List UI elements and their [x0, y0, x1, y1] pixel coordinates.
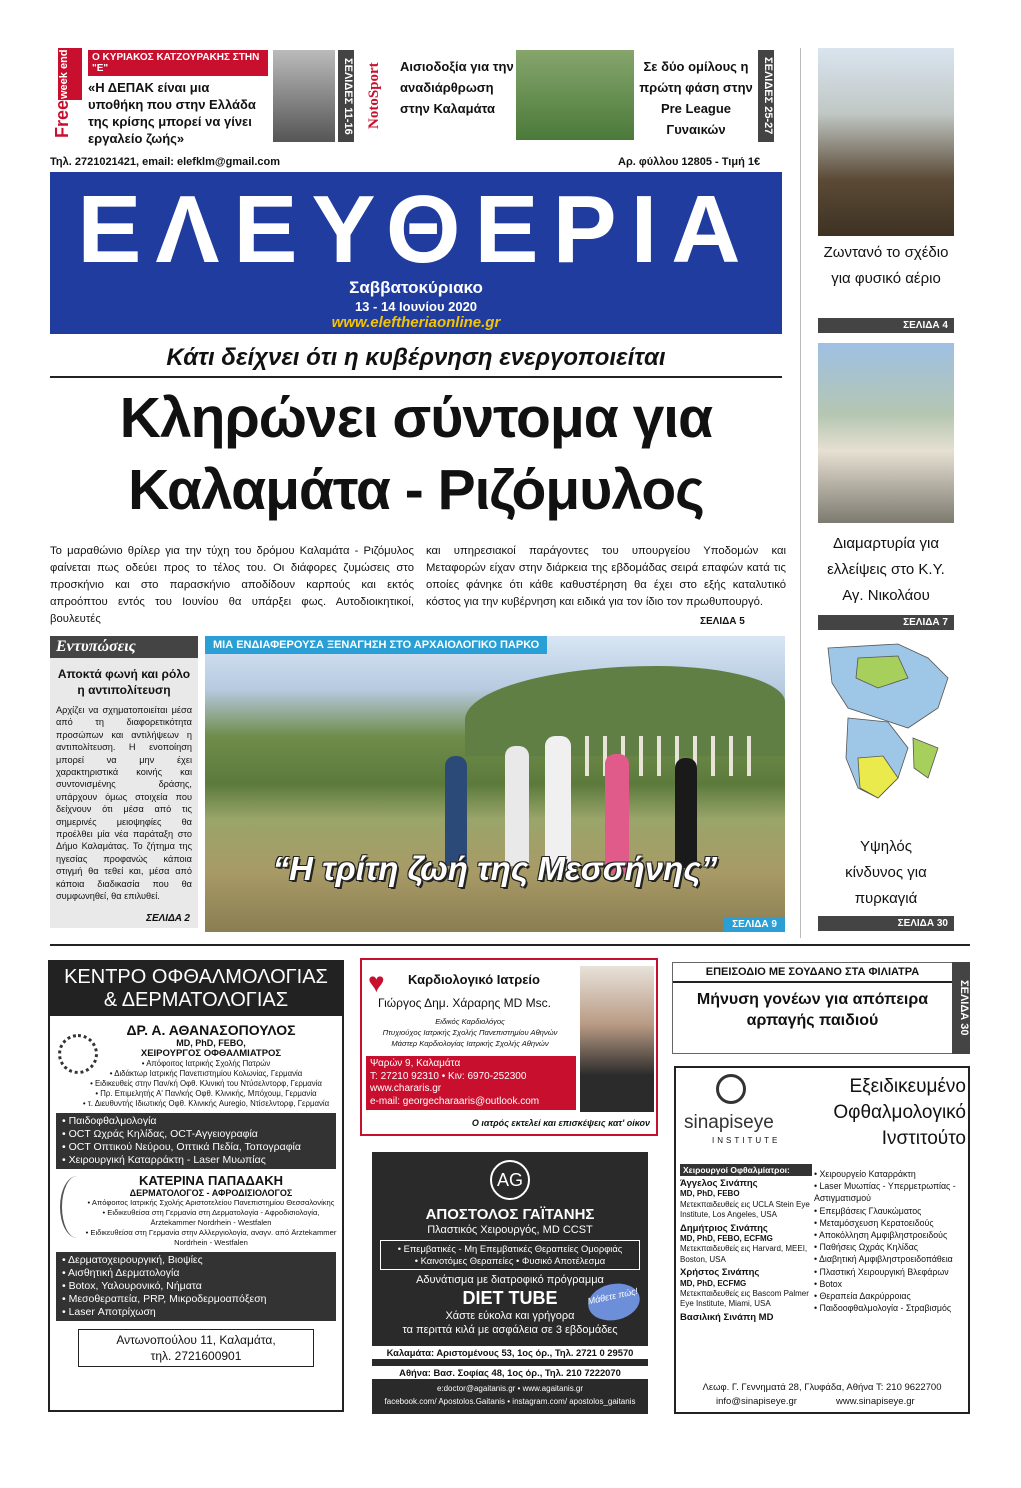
ad-plastic[interactable] [372, 1152, 648, 1414]
lead-headline[interactable] [44, 382, 788, 526]
ad-card-doctor: Γιώργος Δημ. Χάραρης MD Msc. [378, 996, 552, 1010]
website-link[interactable]: www.eleftheriaonline.gr [331, 314, 501, 331]
service-item: • Laser Μυωπίας - Υπερμετρωπίας - Αστιγματισμού [814, 1181, 956, 1204]
bio-line: • Πρ. Επιμελητής Α' Παν/κής Οφθ. Κλινικής, Μπόχουμ, Γερμανία [95, 1089, 317, 1098]
feature-headline[interactable]: “Η τρίτη ζωή της Μεσσήνης” [272, 850, 718, 887]
news-box-filiatra[interactable] [672, 962, 952, 1054]
news-headline: Μήνυση γονέων για απόπειρα αρπαγής παιδιού [696, 991, 929, 1029]
column-page: ΣΕΛΙΔΑ 2 [146, 913, 190, 924]
sinapis-logo: sinapiseye [684, 1112, 774, 1133]
column-box [50, 636, 198, 928]
lead-page: ΣΕΛΙΔΑ 5 [700, 616, 745, 627]
bio-line: • Διδάκτωρ Ιατρικής Πανεπιστημίου Κολωνίας, Γερμανία [109, 1069, 303, 1078]
ad-plastic-diet-title: DIET TUBE [462, 1288, 558, 1308]
sidebar-page-fire: ΣΕΛΙΔΑ 30 [818, 916, 954, 931]
sports-pages: ΣΕΛΙΔΕΣ 25-27 [758, 50, 774, 142]
lead-headline-line1: Κληρώνει σύντομα για [119, 386, 713, 450]
ad-plastic-kalamata: Καλαμάτα: Αριστομένους 53, 1ος όρ., Τηλ. 2721 0 29570 [372, 1346, 648, 1359]
ad-card-web[interactable]: www.chararis.gr [370, 1083, 442, 1094]
lead-text-col1: Το μαραθώνιο θρίλερ για την τύχη του δρόμου Καλαμάτα - Ριζόμυλος φαίνεται πως οδεύει προς το τέλος του. Οι διάφορες ζυμώσεις στο προσκήνιο και στο παρασκήνιο αποδίδουν καρπούς και εκτός απροόπτου εντός του Ιουνίου θα υπάρξει φως. Αυτοδιοικητικοί, βουλευτές [50, 545, 414, 625]
notosport-logo: NotoSport [366, 62, 382, 130]
ad-card-address: Ψαρών 9, Καλαμάτα [370, 1058, 461, 1069]
sidebar-page-health: ΣΕΛΙΔΑ 7 [818, 615, 954, 630]
service-item: • Δερματοχειρουργική, Βιοψίες [62, 1254, 203, 1266]
weekend-badge: week end [58, 48, 82, 100]
column-body: Αρχίζει να σχηματοποιείται μέσα από τη διαφορετικότητα προσώπων και αντιλήψεων η αντιπολίτευση. Η ενοποίηση μπορεί να μην έχει χαρακτηριστικά κοινής και συντονισμένης δράσης, υπάρχουν όμως στοιχεία που δείχνουν ότι μέσα από τις σημερινές μειοψηφίες θα προέλθει μία νέα παράταξη στο Δήμο Καλαμάτας. Το ζήτημα της ηγεσίας προφανώς κάποια στιγμή θα τεθεί και, μέσα από κάποια διαδικασία που θα συμφωνηθεί, θα επιλυθεί. [56, 705, 192, 902]
surgeon-name: Βασιλική Σινάπη MD [680, 1311, 774, 1323]
faces-icon [60, 1176, 94, 1238]
feature-page: ΣΕΛΙΔΑ 9 [724, 917, 785, 932]
ad-oph-services1 [56, 1113, 336, 1169]
sinapis-services [814, 1168, 968, 1314]
ad-oph-address-box [78, 1329, 314, 1367]
surgeon-name: Δημήτριος Σινάπης [680, 1222, 768, 1234]
surgeon-info: Μετεκπαιδευθείς εις UCLA Stein Eye Institute, Los Angeles, USA [680, 1199, 810, 1220]
football-photo [516, 50, 634, 140]
ag-logo-icon: AG [490, 1160, 530, 1200]
sidebar-divider [800, 48, 801, 938]
teaser-pages: ΣΕΛΙΔΕΣ 11-16 [338, 50, 354, 142]
ad-oph-doctor2: ΚΑΤΕΡΙΝΑ ΠΑΠΑΔΑΚΗ [138, 1173, 284, 1188]
surgeon [680, 1224, 812, 1266]
teaser-kicker: Ο ΚΥΡΙΑΚΟΣ ΚΑΤΖΟΥΡΑΚΗΣ ΣΤΗΝ "Ε" [88, 50, 268, 76]
bio-line: • Ειδικευθείσα στη Γερμανία στη Δερματολογία - Αφροδισιολογία, Ärztekammer Nordrhein - Westfalen [102, 1208, 320, 1227]
service-item: • Μεταμόσχευση Κερατοειδούς [814, 1217, 934, 1228]
cred-line: Ειδικός Καρδιολόγος [435, 1017, 505, 1026]
service-item: • Πλαστική Χειρουργική Βλεφάρων [814, 1266, 949, 1277]
surgeon-name: Χρήστος Σινάπης [680, 1267, 760, 1279]
pipeline-photo [818, 48, 954, 236]
sinapis-address: Λεωφ. Γ. Γεννηματά 28, Γλυφάδα, Αθήνα Τ: 210 9622700 [702, 1382, 942, 1393]
sinapis-email[interactable]: info@sinapiseye.gr [716, 1396, 797, 1407]
service-item: • Χειρουργείο Καταρράκτη [814, 1169, 916, 1179]
doctor-photo [580, 966, 654, 1112]
ad-plastic-services [380, 1240, 640, 1270]
service-item: • Χειρουργική Καταρράκτη - Laser Μυωπίας [62, 1154, 266, 1166]
ad-oph-doctor1-creds: MD, PhD, FEBO, [176, 1038, 246, 1048]
ads-divider [50, 944, 970, 946]
ad-oph-doctor1-role: ΧΕΙΡΟΥΡΓΟΣ ΟΦΘΑΛΜΙΑΤΡΟΣ [140, 1048, 282, 1059]
ad-plastic-athens: Αθήνα: Βασ. Σοφίας 48, 1ος όρ., Τηλ. 210 7222070 [372, 1366, 648, 1379]
heart-icon: ♥ [368, 967, 385, 998]
ad-card-phone: Τ: 27210 92310 • Κιν: 6970-252300 [370, 1070, 527, 1082]
news-page: ΣΕΛΙΔΑ 30 [952, 962, 970, 1054]
service-item: • Επεμβατικές - Μη Επεμβατικές Θεραπείες Ομορφιάς [397, 1243, 623, 1254]
sinapis-title3: Ινστιτούτο [881, 1128, 966, 1149]
bio-line: • Απόφοιτος Ιατρικής Σχολής Αριστοτελείου Πανεπιστημίου Θεσσαλονίκης [87, 1198, 335, 1207]
sinapis-surgeons [680, 1164, 812, 1323]
feature-photo[interactable] [205, 636, 785, 932]
portrait-photo [273, 50, 335, 142]
bio-line: • τ. Διευθυντής Ιδιωτικής Οφθ. Κλινικής Auregio, Ντίσελντορφ, Γερμανία [82, 1099, 330, 1108]
ad-oph-services2 [56, 1252, 336, 1321]
bio-line: • Ειδικευθείσα στη Γερμανία στην Αλλεργιολογία, αναγν. από Ärztekammer Nordrhein - Westfalen [85, 1228, 337, 1247]
service-item: • Παιδοοφθαλμολογία - Στραβισμός [814, 1303, 952, 1314]
lead-headline-line2: Καλαμάτα - Ριζόμυλος [128, 458, 704, 522]
bio-line: • Ειδικευθείς στην Παν/κή Οφθ. Κλινική του Ντύσελντορφ, Γερμανία [90, 1079, 322, 1088]
surgeon-creds: MD, PhD, FEBO [680, 1189, 740, 1199]
ad-cardiology[interactable] [360, 958, 658, 1136]
column-label: Εντυπώσεις [50, 636, 198, 658]
contact-line: Τηλ. 2721021421, email: elefklm@gmail.com [50, 156, 281, 168]
health-center-photo [818, 343, 954, 523]
sidebar-caption-health[interactable]: Διαμαρτυρία για ελλείψεις στο Κ.Υ. Αγ. Νικολάου [827, 535, 945, 604]
teaser-kalamata[interactable]: Αισιοδοξία για την αναδιάρθρωση στην Καλαμάτα [400, 59, 514, 116]
ad-oph-doctor2-role: ΔΕΡΜΑΤΟΛΟΓΟΣ - ΑΦΡΟΔΙΣΙΟΛΟΓΟΣ [129, 1188, 293, 1198]
service-item: • Αισθητική Δερματολογία [62, 1267, 180, 1279]
masthead-title: ΕΛΕΥΘΕΡΙΑ [77, 176, 755, 283]
surgeon-name: Άγγελος Σινάπης [680, 1178, 758, 1189]
surgeon-creds: MD, PhD, FEBO, ECFMG [680, 1234, 773, 1244]
ad-ophthalmology[interactable] [48, 960, 344, 1412]
sidebar-page-gas: ΣΕΛΙΔΑ 4 [818, 318, 954, 333]
issue-line: Αρ. φύλλου 12805 - Τιμή 1€ [618, 156, 761, 168]
service-item: • Laser Αποτρίχωση [62, 1306, 156, 1318]
column-title[interactable]: Αποκτά φωνή και ρόλο η αντιπολίτευση [57, 667, 191, 697]
sinapis-title2: Οφθαλμολογικό [833, 1102, 966, 1123]
cred-line: Πτυχιούχος Ιατρικής Σχολής Πανεπιστημίου Αθηνών [382, 1028, 558, 1037]
ad-plastic-social[interactable]: facebook.com/ Apostolos.Gaitanis • instagram.com/ apostolos_gaitanis [384, 1397, 636, 1406]
surgeon-info: Μετεκπαιδευθείς εις Bascom Palmer Eye Institute, Miami, USA [680, 1289, 809, 1309]
teaser-katzourakis[interactable] [88, 50, 338, 146]
ad-sinapis[interactable] [674, 1066, 970, 1414]
lead-text-col2: και υπηρεσιακοί παράγοντες του υπουργείου Υποδομών και Μεταφορών είχαν στην διάρκεια της εβδομάδας σειρά επαφών κατά τις οποίες φάνηκε ότι κάθε καθυστέρηση θα έχει στο εξής καταλυτικό κόστος για την κυβέρνηση και ειδικά για τον ίδιο τον πρωθυπουργό. [426, 545, 786, 608]
service-item: • OCT Ωχράς Κηλίδας, OCT-Αγγειογραφία [62, 1128, 258, 1140]
ad-plastic-web[interactable]: e:doctor@agaitanis.gr • www.agaitanis.gr [436, 1384, 584, 1393]
sinapis-title1: Εξειδικευμένο [849, 1076, 966, 1097]
free-weekend-badge [52, 48, 82, 138]
sidebar [818, 48, 954, 940]
service-item: • Θεραπεία Δακρύρροιας [814, 1291, 911, 1302]
sinapis-title [790, 1074, 966, 1152]
cred-line: Μάστερ Καρδιολογίας Ιατρικής Σχολής Αθηνών [391, 1039, 549, 1048]
ad-plastic-diet-line2: τα περιττά κιλά με ασφάλεια σε 3 εβδομάδες [402, 1324, 618, 1336]
lead-kicker: Κάτι δείχνει ότι η κυβέρνηση ενεργοποιείται [166, 344, 666, 371]
news-kicker: ΕΠΕΙΣΟΔΙΟ ΜΕ ΣΟΥΔΑΝΟ ΣΤΑ ΦΙΛΙΑΤΡΑ [673, 963, 952, 983]
service-item: • Επεμβάσεις Γλαυκώματος [814, 1205, 922, 1216]
ad-card-title: Καρδιολογικό Ιατρείο [408, 972, 540, 987]
surgeon-creds: MD, PhD, ECFMG [680, 1278, 747, 1288]
ad-card-lines [362, 1016, 578, 1049]
ad-plastic-sticker: Μάθετε πώς! [585, 1279, 643, 1325]
service-item: • Botox, Υαλουρονικό, Νήματα [62, 1280, 202, 1292]
surgeon [680, 1268, 812, 1310]
service-item: • Μεσοθεραπεία, PRP, Μικροδερμοαπόξεση [62, 1293, 267, 1305]
greece-map-icon [818, 638, 954, 824]
sinapis-eye-icon [716, 1074, 746, 1104]
sidebar-caption-fire[interactable]: Υψηλός κίνδυνος για πυρκαγιά [845, 838, 927, 907]
surgeon [680, 1179, 812, 1221]
service-item: • Καινοτόμες Θεραπείες • Φυσικό Αποτέλεσμα [414, 1255, 606, 1266]
ad-oph-phone: τηλ. 2721600901 [150, 1349, 242, 1363]
service-item: • Αποκόλληση Αμφιβληστροειδούς [814, 1230, 948, 1241]
ad-card-contact [366, 1056, 576, 1110]
fire-risk-map [818, 638, 954, 824]
ad-oph-doctor1-bio [50, 1059, 342, 1109]
feature-kicker: ΜΙΑ ΕΝΔΙΑΦΕΡΟΥΣΑ ΞΕΝΑΓΗΣΗ ΣΤΟ ΑΡΧΑΙΟΛΟΓΙΚΟ ΠΑΡΚΟ [205, 636, 547, 654]
service-item: • Παθήσεις Ωχράς Κηλίδας [814, 1242, 919, 1253]
ad-card-note: Ο ιατρός εκτελεί και επισκέψεις κατ' οίκον [471, 1118, 650, 1128]
lead-kicker-rule [50, 376, 782, 378]
ad-card-email[interactable]: e-mail: georgecharaaris@outlook.com [370, 1095, 540, 1107]
service-item: • Παιδοφθαλμολογία [62, 1115, 157, 1127]
sinapis-logo-sub: INSTITUTE [712, 1136, 781, 1145]
service-item: • Botox [814, 1278, 843, 1289]
date-label: 13 - 14 Ιουνίου 2020 [354, 299, 478, 314]
ad-oph-title [50, 962, 342, 1016]
service-item: • Διαβητική Αμφιβληστροειδοπάθεια [814, 1254, 953, 1265]
ad-oph-title2: & ΔΕΡΜΑΤΟΛΟΓΙΑΣ [103, 989, 289, 1011]
surgeon [680, 1313, 812, 1323]
visitor-2 [505, 746, 529, 866]
sun-icon [58, 1034, 98, 1074]
free-badge: Free [52, 99, 72, 138]
ad-oph-doctor1: ΔΡ. Α. ΑΘΑΝΑΣΟΠΟΥΛΟΣ [126, 1022, 296, 1038]
teaser-quote: «Η ΔΕΠΑΚ είναι μια υποθήκη που στην Ελλάδα της κρίσης μπορεί να γίνει εργαλείο ζωής» [88, 80, 256, 146]
sidebar-caption-gas[interactable]: Ζωντανό το σχέδιο για φυσικό αέριο [823, 244, 949, 287]
ad-oph-address: Αντωνοπούλου 11, Καλαμάτα, [116, 1333, 276, 1347]
sinapis-web[interactable]: www.sinapiseye.gr [836, 1396, 915, 1407]
ad-plastic-diet-intro: Αδυνάτισμα με διατροφικό πρόγραμμα [416, 1274, 604, 1286]
surgeons-label: Χειρουργοί Οφθαλμίατροι: [680, 1164, 812, 1176]
surgeon-info: Μετεκπαιδευθείς εις Harvard, MEEI, Boston, USA [680, 1244, 808, 1264]
service-item: • OCT Οπτικού Νεύρου, Οπτικά Πεδία, Τοπογραφία [62, 1141, 301, 1153]
ad-plastic-role: Πλαστικός Χειρουργός, MD CCST [427, 1224, 593, 1236]
masthead [50, 172, 782, 334]
bio-line: • Απόφοιτος Ιατρικής Σχολής Πατρών [141, 1059, 271, 1068]
teaser-preleague[interactable]: Σε δύο ομίλους η πρώτη φάση στην Pre League Γυναικών [639, 59, 753, 137]
ad-plastic-diet-line1: Χάστε εύκολα και γρήγορα [445, 1310, 575, 1322]
ad-oph-title1: ΚΕΝΤΡΟ ΟΦΘΑΛΜΟΛΟΓΙΑΣ [64, 966, 328, 988]
edition-label: Σαββατοκύριακο [349, 278, 483, 297]
ad-plastic-name: ΑΠΟΣΤΟΛΟΣ ΓΑΪΤΑΝΗΣ [425, 1206, 595, 1223]
